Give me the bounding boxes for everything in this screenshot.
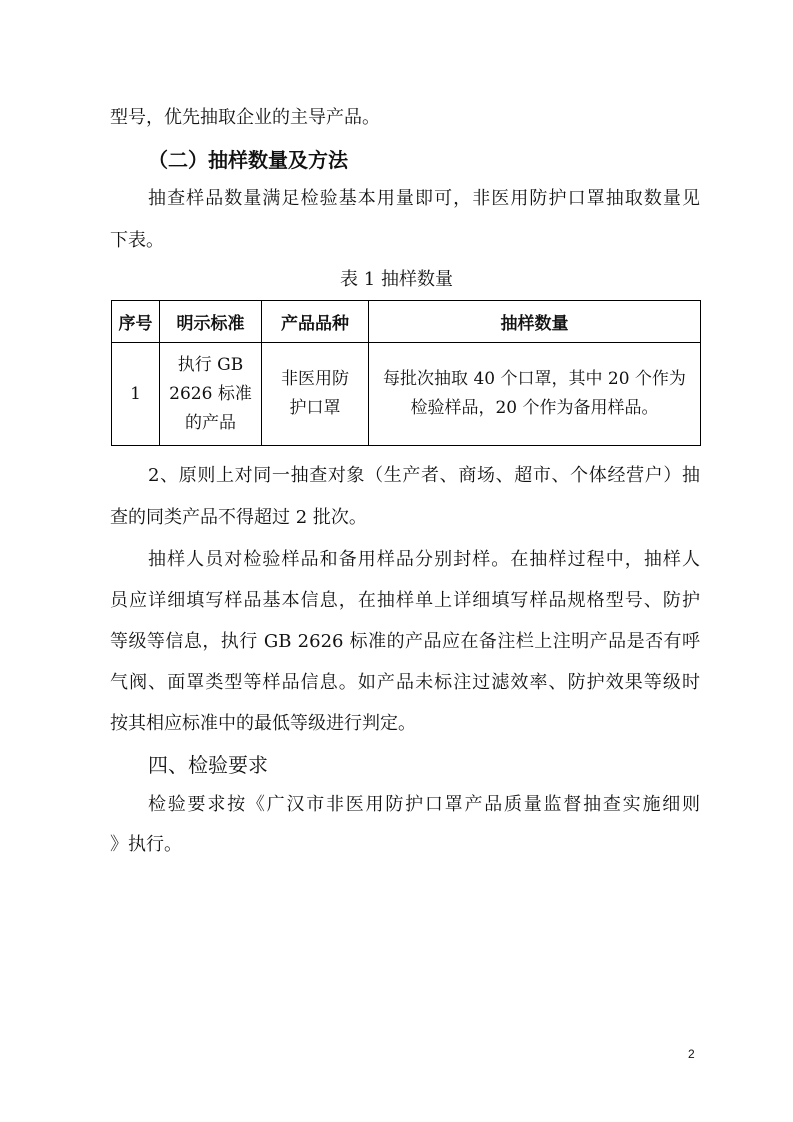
table-row <box>112 343 701 446</box>
cell-text-line: 检验样品，20 个作为备用样品。 <box>410 398 659 418</box>
header-cell-quantity: 抽样数量 <box>369 301 701 343</box>
sampling-quantity-table <box>111 300 701 446</box>
section-heading-sampling: （二）抽样数量及方法 <box>148 148 348 172</box>
cell-standard <box>160 343 262 446</box>
body-text-line: 按其相应标准中的最低等级进行判定。 <box>110 713 416 734</box>
page-number: 2 <box>688 1047 695 1061</box>
cell-text-line: 非医用防 <box>281 369 349 389</box>
body-text-line: 下表。 <box>110 230 164 251</box>
body-text-line: 查的同类产品不得超过 2 批次。 <box>110 507 367 528</box>
table-header-row <box>112 301 701 343</box>
body-text-line: 员应详细填写样品基本信息，在抽样单上详细填写样品规格型号、防护 <box>110 590 700 611</box>
cell-variety <box>262 343 369 446</box>
body-text-line: 等级等信息，执行 GB 2626 标准的产品应在备注栏上注明产品是否有呼 <box>110 631 700 652</box>
body-text-line: 检验要求按《广汉市非医用防护口罩产品质量监督抽查实施细则 <box>148 794 700 815</box>
header-cell-variety: 产品品种 <box>262 301 369 343</box>
body-text-line: 抽样人员对检验样品和备用样品分别封样。在抽样过程中，抽样人 <box>148 549 700 570</box>
body-text-line: 2、原则上对同一抽查对象（生产者、商场、超市、个体经营户）抽 <box>148 465 700 486</box>
cell-text-line: 每批次抽取 40 个口罩，其中 20 个作为 <box>383 369 686 389</box>
cell-index: 1 <box>112 343 160 446</box>
body-text-line: 》执行。 <box>110 834 182 855</box>
cell-text-line: 2626 标准 <box>169 383 252 404</box>
cell-text-line: 的产品 <box>185 412 236 433</box>
header-cell-standard: 明示标准 <box>160 301 262 343</box>
table-caption: 表 1 抽样数量 <box>340 269 453 290</box>
body-text-line: 气阀、面罩类型等样品信息。如产品未标注过滤效率、防护效果等级时 <box>110 672 700 693</box>
cell-text-line: 执行 GB <box>177 354 244 375</box>
section-heading-inspection: 四、检验要求 <box>148 753 268 777</box>
cell-text-line: 护口罩 <box>289 398 341 418</box>
cell-quantity <box>369 343 701 446</box>
body-text-line: 型号，优先抽取企业的主导产品。 <box>110 107 380 128</box>
body-text-line: 抽查样品数量满足检验基本用量即可，非医用防护口罩抽取数量见 <box>148 188 700 209</box>
header-cell-index: 序号 <box>112 301 160 343</box>
